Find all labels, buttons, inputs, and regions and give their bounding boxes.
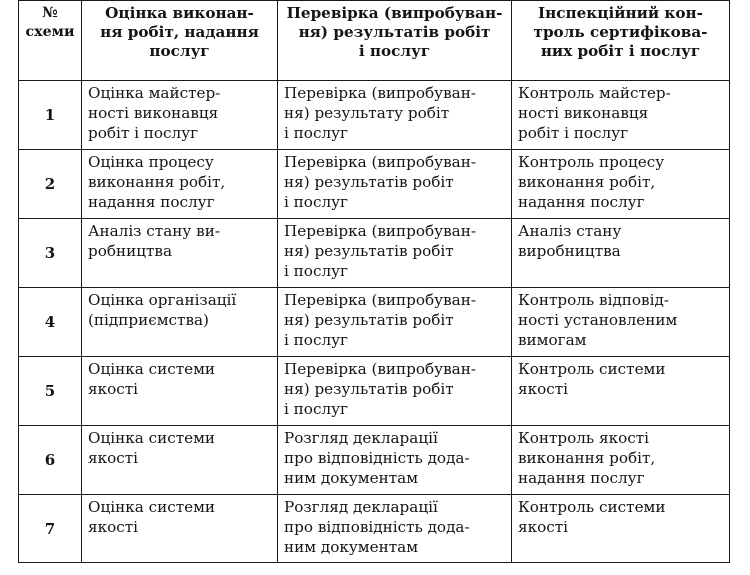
scheme-number-cell: 6	[19, 426, 82, 495]
certification-schemes-table	[18, 0, 730, 563]
work-assessment-cell: Оцінка системи якості	[82, 495, 278, 563]
table-row	[19, 219, 730, 288]
results-testing-cell: Розгляд декларації про відповідність дода- ним документам	[278, 426, 512, 495]
inspection-control-cell: Контроль відповід- ності установленим вимогам	[512, 288, 730, 357]
header-row	[19, 1, 730, 81]
inspection-control-cell: Контроль системи якості	[512, 357, 730, 426]
scheme-number-cell: 5	[19, 357, 82, 426]
scheme-number-cell: 3	[19, 219, 82, 288]
inspection-control-cell: Контроль майстер- ності виконавця робіт і послуг	[512, 81, 730, 150]
work-assessment-cell: Оцінка майстер- ності виконавця робіт і послуг	[82, 81, 278, 150]
results-testing-cell: Перевірка (випробуван- ня) результатів робіт і послуг	[278, 357, 512, 426]
results-testing-cell: Перевірка (випробуван- ня) результатів робіт і послуг	[278, 150, 512, 219]
results-testing-cell: Перевірка (випробуван- ня) результатів робіт і послуг	[278, 288, 512, 357]
inspection-control-cell: Аналіз стану виробництва	[512, 219, 730, 288]
scheme-number-cell: 1	[19, 81, 82, 150]
header-inspection-control: Інспекційний кон- троль сертифікова- них робіт і послуг	[512, 1, 730, 81]
inspection-control-cell: Контроль якості виконання робіт, надання послуг	[512, 426, 730, 495]
work-assessment-cell: Аналіз стану ви- робництва	[82, 219, 278, 288]
table-row	[19, 81, 730, 150]
results-testing-cell: Перевірка (випробуван- ня) результатів робіт і послуг	[278, 219, 512, 288]
document-page	[18, 0, 730, 575]
header-work-assessment: Оцінка виконан- ня робіт, надання послуг	[82, 1, 278, 81]
results-testing-cell: Розгляд декларації про відповідність дода- ним документам	[278, 495, 512, 563]
inspection-control-cell: Контроль системи якості	[512, 495, 730, 563]
table-row	[19, 288, 730, 357]
scheme-number-cell: 2	[19, 150, 82, 219]
work-assessment-cell: Оцінка системи якості	[82, 426, 278, 495]
header-results-testing: Перевірка (випробуван- ня) результатів робіт і послуг	[278, 1, 512, 81]
header-scheme-number: № схеми	[19, 1, 82, 81]
work-assessment-cell: Оцінка організації (підприємства)	[82, 288, 278, 357]
table-row	[19, 426, 730, 495]
scheme-number-cell: 7	[19, 495, 82, 563]
inspection-control-cell: Контроль процесу виконання робіт, надання послуг	[512, 150, 730, 219]
table-body	[19, 81, 730, 563]
table-row	[19, 150, 730, 219]
scheme-number-cell: 4	[19, 288, 82, 357]
results-testing-cell: Перевірка (випробуван- ня) результату робіт і послуг	[278, 81, 512, 150]
work-assessment-cell: Оцінка системи якості	[82, 357, 278, 426]
work-assessment-cell: Оцінка процесу виконання робіт, надання послуг	[82, 150, 278, 219]
table-row	[19, 357, 730, 426]
table-header	[19, 1, 730, 81]
table-row	[19, 495, 730, 563]
